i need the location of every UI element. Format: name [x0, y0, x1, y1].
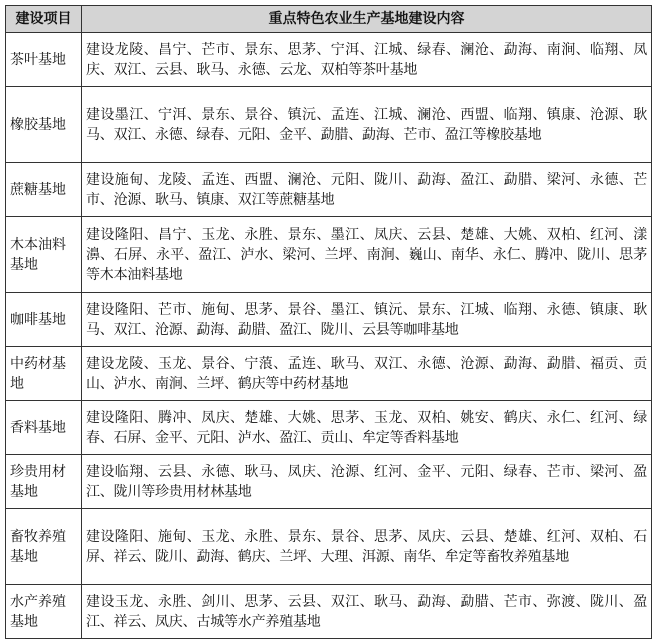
row-category: 茶叶基地 [6, 33, 82, 87]
agri-base-table [5, 5, 652, 639]
table-row [6, 509, 652, 585]
row-content: 建设临翔、云县、永德、耿马、凤庆、沧源、红河、金平、元阳、绿春、芒市、梁河、盈江、陇川等珍贵用材林基地 [82, 455, 652, 509]
row-category: 香料基地 [6, 401, 82, 455]
row-content: 建设龙陵、玉龙、景谷、宁蒗、孟连、耿马、双江、永德、沧源、勐海、勐腊、福贡、贡山、泸水、南涧、兰坪、鹤庆等中药材基地 [82, 347, 652, 401]
table-row [6, 33, 652, 87]
row-content: 建设隆阳、腾冲、凤庆、楚雄、大姚、思茅、玉龙、双柏、姚安、鹤庆、永仁、红河、绿春、石屏、金平、元阳、泸水、盈江、贡山、牟定等香料基地 [82, 401, 652, 455]
row-content: 建设施甸、龙陵、孟连、西盟、澜沧、元阳、陇川、勐海、盈江、勐腊、梁河、永德、芒市、沧源、耿马、镇康、双江等蔗糖基地 [82, 163, 652, 217]
table-row [6, 585, 652, 639]
row-category: 橡胶基地 [6, 87, 82, 163]
row-category: 蔗糖基地 [6, 163, 82, 217]
table-header-row [6, 6, 652, 33]
table-row [6, 455, 652, 509]
row-content: 建设墨江、宁洱、景东、景谷、镇沅、孟连、江城、澜沧、西盟、临翔、镇康、沧源、耿马、双江、永德、绿春、元阳、金平、勐腊、勐海、芒市、盈江等橡胶基地 [82, 87, 652, 163]
row-content: 建设龙陵、昌宁、芒市、景东、思茅、宁洱、江城、绿春、澜沧、勐海、南涧、临翔、凤庆、双江、云县、耿马、永德、云龙、双柏等茶叶基地 [82, 33, 652, 87]
row-category: 中药材基地 [6, 347, 82, 401]
row-category: 珍贵用材基地 [6, 455, 82, 509]
row-category: 木本油料基地 [6, 217, 82, 293]
header-project: 建设项目 [6, 6, 82, 33]
table-row [6, 347, 652, 401]
row-content: 建设玉龙、永胜、剑川、思茅、云县、双江、耿马、勐海、勐腊、芒市、弥渡、陇川、盈江、祥云、凤庆、古城等水产养殖基地 [82, 585, 652, 639]
row-category: 咖啡基地 [6, 293, 82, 347]
row-content: 建设隆阳、昌宁、玉龙、永胜、景东、墨江、凤庆、云县、楚雄、大姚、双柏、红河、漾濞、石屏、永平、盈江、泸水、梁河、兰坪、南涧、巍山、南华、永仁、腾冲、陇川、思茅等木本油料基地 [82, 217, 652, 293]
table-row [6, 293, 652, 347]
row-category: 畜牧养殖基地 [6, 509, 82, 585]
table-row [6, 217, 652, 293]
row-category: 水产养殖基地 [6, 585, 82, 639]
row-content: 建设隆阳、施甸、玉龙、永胜、景东、景谷、思茅、凤庆、云县、楚雄、红河、双柏、石屏、祥云、陇川、勐海、鹤庆、兰坪、大理、洱源、南华、牟定等畜牧养殖基地 [82, 509, 652, 585]
row-content: 建设隆阳、芒市、施甸、思茅、景谷、墨江、镇沅、景东、江城、临翔、永德、镇康、耿马、双江、沧源、勐海、勐腊、盈江、陇川、云县等咖啡基地 [82, 293, 652, 347]
header-content: 重点特色农业生产基地建设内容 [82, 6, 652, 33]
table-row [6, 87, 652, 163]
table-row [6, 401, 652, 455]
table-row [6, 163, 652, 217]
